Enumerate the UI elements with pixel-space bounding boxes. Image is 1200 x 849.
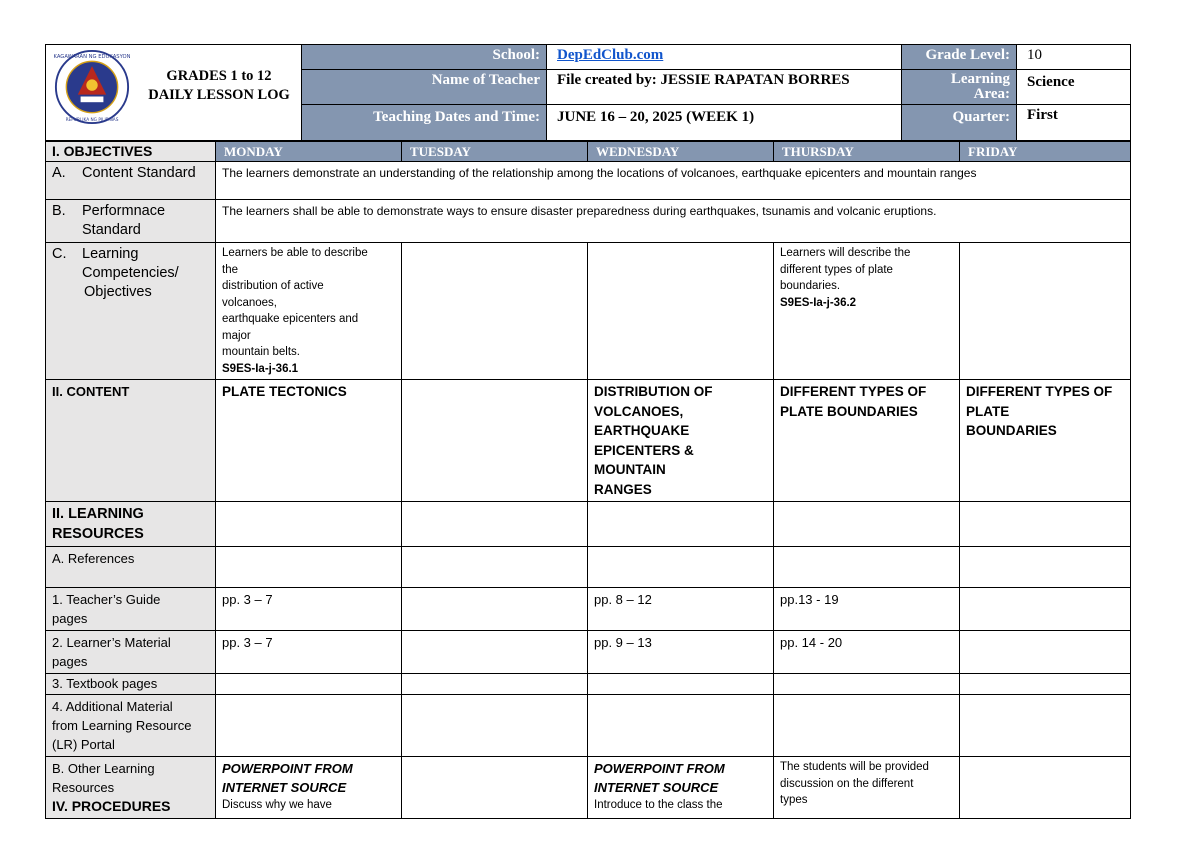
content-standard-value: The learners demonstrate an understanding of the relationship among the locations of volcanoes, earthquake epicenters and mountain ranges: [216, 162, 1131, 200]
day-wednesday: WEDNESDAY: [588, 142, 774, 162]
grade-level-label: Grade Level:: [902, 45, 1017, 70]
other-resources-line-1: B. Other Learning: [52, 761, 155, 776]
textbook-thursday: [774, 674, 960, 695]
additional-line-1: 4. Additional Material: [52, 699, 173, 714]
other-friday: [960, 757, 1131, 819]
content-wed-line: EPICENTERS &: [594, 442, 694, 458]
other-thu-line: types: [780, 794, 808, 806]
lm-monday: pp. 3 – 7: [216, 631, 402, 674]
content-wed-line: VOLCANOES,: [594, 403, 684, 419]
resources-friday: [960, 502, 1131, 547]
textbook-wednesday: [588, 674, 774, 695]
comp-thu-line: boundaries.: [780, 280, 841, 292]
objectives-heading: I. OBJECTIVES: [46, 142, 216, 162]
competencies-monday: [216, 243, 402, 380]
day-thursday: THURSDAY: [774, 142, 960, 162]
teacher-label: Name of Teacher: [302, 70, 547, 104]
resources-tuesday: [402, 502, 588, 547]
content-wed-line: EARTHQUAKE: [594, 423, 690, 438]
competencies-thursday: [774, 243, 960, 380]
additional-line-2: from Learning Resource: [52, 718, 192, 733]
lesson-log-table: [45, 141, 1131, 819]
textbook-monday: [216, 674, 402, 695]
title-line-2: DAILY LESSON LOG: [148, 87, 290, 103]
seal-bottom-text: REPUBLIKA NG PILIPINAS: [65, 118, 119, 124]
learning-area-value: Science: [1017, 70, 1131, 104]
comp-mon-code: S9ES-Ia-j-36.1: [222, 362, 299, 375]
tg-thursday: pp.13 - 19: [774, 588, 960, 631]
dates-value: JUNE 16 – 20, 2025 (WEEK 1): [547, 104, 902, 140]
lm-friday: [960, 631, 1131, 674]
school-link[interactable]: DepEdClub.com: [557, 47, 664, 63]
content-fri-line: PLATE: [966, 403, 1010, 419]
learners-material-label: [46, 631, 216, 674]
teachers-guide-label: [46, 588, 216, 631]
school-value[interactable]: [547, 45, 902, 70]
other-wed-line: INTERNET SOURCE: [594, 780, 719, 795]
performance-standard-text-1: Performnace: [82, 203, 166, 219]
lm-tuesday: [402, 631, 588, 674]
competencies-text-3: Objectives: [84, 284, 152, 300]
additional-line-3: (LR) Portal: [52, 737, 115, 752]
learning-resources-label: [46, 502, 216, 547]
header-table: [45, 44, 1131, 141]
other-mon-line: INTERNET SOURCE: [222, 780, 347, 795]
quarter-value: First: [1017, 104, 1131, 140]
competencies-letter: C.: [52, 246, 67, 262]
learners-material-line-2: pages: [52, 654, 88, 669]
content-wed-line: DISTRIBUTION OF: [594, 384, 713, 399]
grade-level-value: 10: [1017, 45, 1131, 70]
performance-standard-text-2: Standard: [82, 222, 141, 238]
references-wednesday: [588, 547, 774, 588]
references-thursday: [774, 547, 960, 588]
tg-monday: pp. 3 – 7: [216, 588, 402, 631]
content-friday: [960, 380, 1131, 502]
comp-mon-line: the: [222, 263, 238, 276]
learning-area-label: [902, 70, 1017, 104]
comp-thu-line: different types of plate: [780, 263, 893, 276]
additional-wednesday: [588, 695, 774, 757]
procedures-heading: IV. PROCEDURES: [52, 798, 171, 814]
dates-label: Teaching Dates and Time:: [302, 104, 547, 140]
tg-friday: [960, 588, 1131, 631]
content-standard-letter: A.: [52, 165, 66, 181]
learning-area-label-1: Learning: [950, 71, 1010, 88]
seal-text: KAGAWARAN NG EDUKASYON: [54, 54, 130, 61]
content-wed-line: MOUNTAIN: [594, 462, 666, 477]
textbook-label: 3. Textbook pages: [46, 674, 216, 695]
content-label: II. CONTENT: [46, 380, 216, 502]
resources-thursday: [774, 502, 960, 547]
references-label: A. References: [46, 547, 216, 588]
resources-wednesday: [588, 502, 774, 547]
learning-resources-line-1: II. LEARNING: [52, 506, 144, 522]
content-fri-line: DIFFERENT TYPES OF: [966, 384, 1113, 399]
content-fri-line: BOUNDARIES: [966, 423, 1057, 438]
content-tuesday: [402, 380, 588, 502]
references-friday: [960, 547, 1131, 588]
textbook-tuesday: [402, 674, 588, 695]
content-thu-line: PLATE BOUNDARIES: [780, 403, 918, 419]
other-monday: [216, 757, 402, 819]
other-thursday: [774, 757, 960, 819]
performance-standard-value: The learners shall be able to demonstrate ways to ensure disaster preparedness during earthquakes, tsunamis and volcanic eruptions.: [216, 200, 1131, 243]
comp-mon-line: volcanoes,: [222, 296, 277, 309]
comp-mon-line: Learners be able to describe: [222, 247, 368, 259]
learning-resources-line-2: RESOURCES: [52, 526, 144, 542]
other-mon-line: POWERPOINT FROM: [222, 761, 353, 776]
other-wednesday: [588, 757, 774, 819]
additional-material-label: [46, 695, 216, 757]
quarter-label: Quarter:: [902, 104, 1017, 140]
day-tuesday: TUESDAY: [402, 142, 588, 162]
tg-wednesday: pp. 8 – 12: [588, 588, 774, 631]
day-friday: FRIDAY: [960, 142, 1131, 162]
document-title: [134, 67, 304, 105]
content-standard-text: Content Standard: [82, 165, 196, 181]
teachers-guide-line-1: 1. Teacher’s Guide: [52, 592, 161, 607]
content-thu-line: DIFFERENT TYPES OF: [780, 384, 927, 399]
additional-tuesday: [402, 695, 588, 757]
title-line-1: GRADES 1 to 12: [166, 68, 272, 84]
comp-mon-line: major: [222, 329, 251, 342]
textbook-friday: [960, 674, 1131, 695]
deped-seal-icon: [54, 49, 130, 125]
lm-thursday: pp. 14 - 20: [774, 631, 960, 674]
school-label: School:: [302, 45, 547, 70]
additional-monday: [216, 695, 402, 757]
tg-tuesday: [402, 588, 588, 631]
competencies-label: [46, 243, 216, 380]
learners-material-line-1: 2. Learner’s Material: [52, 635, 171, 650]
references-tuesday: [402, 547, 588, 588]
other-thu-line: The students will be provided: [780, 761, 929, 773]
content-thursday: [774, 380, 960, 502]
day-monday: MONDAY: [216, 142, 402, 162]
performance-standard-label: [46, 200, 216, 243]
header-logo-cell: [46, 45, 302, 141]
other-resources-line-2: Resources: [52, 780, 115, 795]
performance-standard-letter: B.: [52, 203, 66, 219]
competencies-text-2: Competencies/: [82, 265, 179, 281]
additional-thursday: [774, 695, 960, 757]
other-wed-line: POWERPOINT FROM: [594, 761, 725, 776]
other-resources-label: [46, 757, 216, 819]
competencies-friday: [960, 243, 1131, 380]
comp-mon-line: earthquake epicenters and: [222, 313, 359, 325]
teachers-guide-line-2: pages: [52, 611, 88, 626]
content-wednesday: [588, 380, 774, 502]
resources-monday: [216, 502, 402, 547]
comp-thu-line: Learners will describe the: [780, 247, 911, 259]
other-wed-line: Introduce to the class the: [594, 799, 723, 811]
comp-thu-code: S9ES-Ia-j-36.2: [780, 296, 857, 309]
content-standard-label: [46, 162, 216, 200]
competencies-wednesday: [588, 243, 774, 380]
comp-mon-line: mountain belts.: [222, 346, 300, 358]
competencies-text-1: Learning: [82, 246, 139, 262]
references-monday: [216, 547, 402, 588]
content-wed-line: RANGES: [594, 481, 652, 497]
learning-area-label-2: Area:: [973, 86, 1010, 103]
additional-friday: [960, 695, 1131, 757]
competencies-tuesday: [402, 243, 588, 380]
lm-wednesday: pp. 9 – 13: [588, 631, 774, 674]
other-thu-line: discussion on the different: [780, 777, 914, 790]
teacher-value: File created by: JESSIE RAPATAN BORRES: [547, 70, 902, 104]
other-mon-line: Discuss why we have: [222, 799, 332, 811]
comp-mon-line: distribution of active: [222, 280, 324, 292]
other-tuesday: [402, 757, 588, 819]
content-monday: PLATE TECTONICS: [216, 380, 402, 502]
